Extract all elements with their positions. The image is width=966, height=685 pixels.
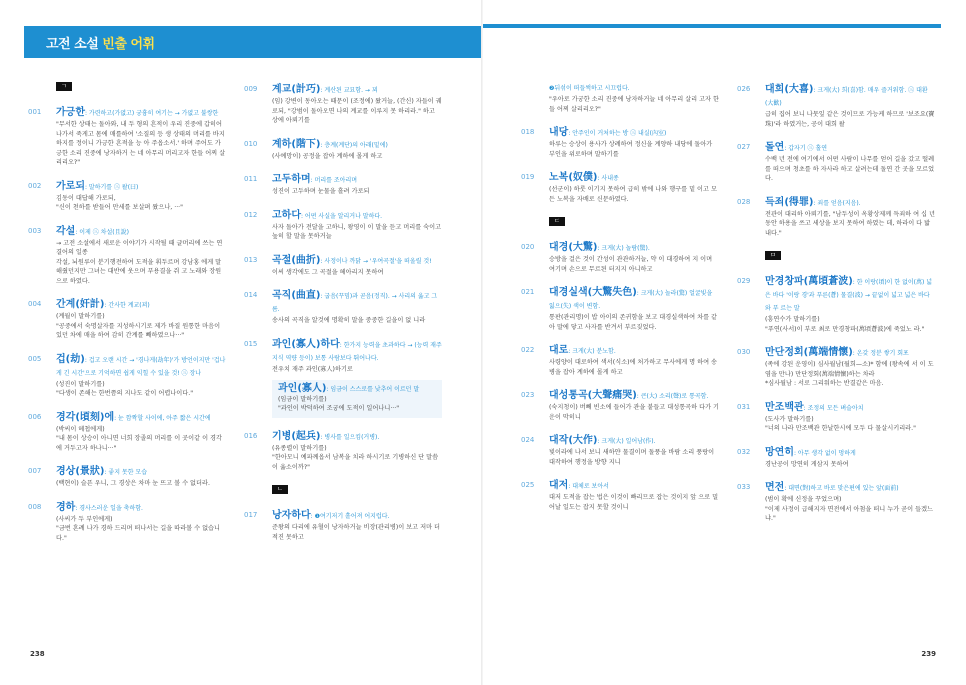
vocab-entry — [28, 354, 226, 399]
entry-headword-line — [272, 290, 442, 316]
entry-headword-line — [549, 480, 719, 493]
definition: : 한 이랑(頃)이 한 없이(萬) 넓은 바다 '이랑 경'과 푸른(蒼) 물결(波) → 끝없이 넓고 넓은 바다와 푸 르는 말 — [765, 279, 933, 312]
vocab-entry — [521, 287, 719, 332]
vocab-entry — [244, 84, 442, 126]
vocab-entry — [737, 402, 935, 434]
headword: 고두하며 — [272, 174, 311, 185]
entry-headword-line — [549, 127, 719, 140]
definition: : 아무 생각 없이 멍하게 — [793, 449, 856, 457]
headword: 대로 — [549, 345, 569, 356]
headword: 대경(大驚) — [549, 242, 598, 253]
entry-number: 026 — [737, 85, 751, 93]
entry-headword-line — [272, 339, 442, 365]
definition: : 층계(계단)의 아래(밑에) — [320, 141, 388, 149]
entry-headword-line — [272, 139, 442, 152]
vocab-entry — [244, 139, 442, 162]
entry-headword-line — [56, 299, 226, 312]
headword: 돌연 — [765, 142, 785, 153]
headword: 경각(頃刻)에 — [56, 411, 115, 423]
definition: : 사내종 — [597, 175, 619, 182]
definition: : 가련하고(가엾고) 궁흉히 여기는 → 가엾고 불쌍한 — [84, 110, 219, 117]
title-highlight: 빈출 어휘 — [102, 37, 155, 52]
vocab-entry — [28, 466, 226, 489]
example-text: 전관이 대리하 아뢰기를, "남두성이 옥황상제께 득죄하 여 십 년 동안 하용을 쓰고 세상을 보지 못하여 하였는 데, 하라이 다 밟내다." — [765, 210, 935, 237]
definition: : 크게(大) 놀람(驚). — [597, 245, 650, 252]
entries-after-tag — [244, 510, 442, 542]
definition: : 크게(大) 희(喜)함. 매우 즐거워함. ㊂ 대환(大歡) — [765, 87, 928, 107]
entry-headword-line — [56, 226, 226, 239]
right-page — [483, 0, 966, 685]
entry-headword-line — [765, 402, 935, 415]
entry-number: 003 — [28, 226, 42, 235]
example-text: (임) 강변이 동아오는 때문이 (조정에) 왔거늘, (간신) 자들이 궤로되, "강범이 돌아오면 나의 계교를 이루지 못 하리라." 하고 상에 아뢰기를 — [272, 98, 442, 124]
headword: 득죄(得罪) — [765, 196, 814, 208]
vocab-entry — [28, 502, 226, 544]
related-definition: : 임금이 스스로를 낮추어 이르던 말 — [326, 386, 420, 393]
entry-number: 024 — [521, 436, 535, 444]
definition: : 계산된 교묘함. → 꾀 — [320, 87, 378, 94]
vocab-entry — [737, 276, 935, 334]
page-title — [46, 33, 155, 52]
headword: 대경실색(大驚失色) — [549, 287, 637, 298]
vocab-entry — [737, 84, 935, 129]
right-column-1 — [521, 82, 719, 525]
entry-headword-line — [56, 181, 226, 194]
entry-number: 018 — [521, 128, 535, 136]
definition: : 대체로 보아서 — [568, 483, 609, 490]
definition: : 겁고 오랜 시간 → '경나게(劫年)'가 방언이지만 '겁나게 긴 시간'으로 기억하면 쉽게 익힐 수 있을 것! ㊂ 장나 — [56, 356, 226, 377]
headword: 만조백관 — [765, 401, 804, 413]
vocab-entry — [244, 339, 442, 418]
entry-headword-line — [56, 502, 226, 515]
entry-headword-line — [765, 347, 935, 360]
entry-number: 007 — [28, 467, 42, 475]
entry-number: 013 — [244, 255, 258, 264]
definition: : 한가지 능력을 초과하다 → (능력 재주 지식 역량 등이) 보통 사람보다 뛰어나다. — [272, 341, 442, 362]
headword: 경하 — [56, 501, 76, 513]
vocab-entry — [521, 82, 719, 114]
headword: 대희(大喜) — [765, 84, 814, 95]
entry-headword-line — [56, 466, 226, 479]
example-text: (계월이 말하기를) "공중에서 숙명살자를 지성하시기로 제가 바질 원통한 마음이 있던 차에 매을 하여 감히 간계를 빼하였으나···" — [56, 313, 221, 339]
entry-number: 031 — [737, 402, 751, 411]
example-text: 송사의 곡직을 알것에 명확히 말을 중중한 길을이 없 니라 — [272, 317, 426, 324]
entry-headword-line — [549, 390, 719, 403]
example-text: (족에 강된 운영이) 심사월남(월희—소)* 함에 (왕속에 서 이 도염을 만나) 만단정회(萬端情懷)하는 차라 *심사월남 : 서로 그리워하는 반결같은 마음. — [765, 361, 934, 387]
entry-number: 014 — [244, 291, 258, 299]
headword: 각설 — [56, 225, 76, 237]
entry-number: 033 — [737, 483, 751, 491]
example-text: "무서한 상태는 돌아와, 내 두 형의 흔적이 우리 진중에 갑히어 나가서 죽게고 몸에 매를하여 '소질의 등 생 상태의 머리를 바지 하지를 정이니 가긍한 흔적을 능 아 주옵소서.' 하며 주어도 가긍한 소리 진중에 낭자하거 는 네 아무리 머리고자 한들 어찌 살리리오?" — [56, 121, 226, 166]
example-text: (도사가 말하기를) "너의 나라 만조백관 한날한시에 모두 다 물살시키리라." — [765, 415, 916, 432]
vocab-entry — [244, 174, 442, 197]
entry-headword-line — [272, 255, 442, 268]
headword: 대저 — [549, 480, 569, 491]
entry-headword-line — [549, 345, 719, 358]
example-text: (박씨이 헤첩에게) "내 몸이 상승이 아니면 너희 장졸의 머리를 이 곳이같 이 경각에 거두고자 하나니···" — [56, 425, 222, 452]
definition: : 간사한 계교(꾀) — [104, 302, 150, 309]
entry-number: 008 — [28, 502, 42, 511]
entry-headword-line — [272, 210, 442, 223]
entry-number: 001 — [28, 108, 42, 116]
headword: 계하(階下) — [272, 138, 321, 150]
vocab-entry — [244, 255, 442, 278]
definition: : 큰(大) 소리(聲)로 통곡함. — [636, 393, 709, 400]
headword: 만단정회(萬端情懷) — [765, 347, 853, 358]
example-text: (성진이 말하기를) "다생이 존해는 한번쯤의 지나도 같이 어렵나이다." — [56, 380, 194, 397]
entry-headword-line — [272, 84, 442, 97]
entry-number: 005 — [28, 354, 42, 363]
vocab-entry — [737, 482, 935, 524]
headword: 계교(計巧) — [272, 84, 321, 95]
example-text: (백현이) 슬픈 우니, 그 경상은 차마 눈 뜨고 볼 수 없더라. — [56, 480, 210, 487]
entry-headword-line — [56, 354, 226, 380]
entry-headword-line — [549, 287, 719, 313]
entry-number: 011 — [244, 175, 258, 183]
headword: 곡직(曲直) — [272, 290, 321, 301]
vocab-entry — [521, 127, 719, 159]
headword: 과인(寡人)하다 — [272, 338, 340, 350]
headword: 고하다 — [272, 209, 301, 221]
definition: : 굽음(꾸밈)과 곧음(정직). → 사리의 옳고 그름. — [272, 293, 438, 313]
definition: ❷뒤섞이 떠들썩하고 시끄럽다. — [549, 85, 630, 92]
entry-number: 010 — [244, 139, 258, 148]
entry-number: 022 — [521, 346, 535, 354]
entry-number: 027 — [737, 143, 751, 151]
definition: : 어떤 사실을 알리거나 말하다. — [300, 212, 383, 220]
entry-number: 019 — [521, 173, 535, 181]
vocab-entry — [521, 172, 719, 204]
example-text: (범이 확에 신정을 꾸었으며) "이제 사정이 급해지자 면전에서 아첨을 떠니 누가 곧이 들겠느냐." — [765, 496, 934, 522]
vocab-entry — [244, 431, 442, 473]
entry-headword-line — [549, 82, 719, 95]
example-text: 급히 집어 보니 나뭇잎 같은 것이므로 가능케 하므로 '보조요(寶珠)'라 하였거는, 공이 대희 왈 — [765, 111, 935, 128]
vocab-entry — [244, 210, 442, 242]
vocab-entry — [28, 107, 226, 168]
vocab-entry — [737, 347, 935, 389]
entry-number: 029 — [737, 277, 751, 285]
vocab-entry — [244, 510, 442, 542]
headword: 경상(景狀) — [56, 466, 105, 477]
vocab-entry — [737, 197, 935, 239]
definition: : 경사스러운 일을 축하함. — [75, 504, 143, 512]
headword: 노복(奴僕) — [549, 172, 598, 183]
example-text: (사예망이) 공정을 잡아 계하에 몰게 하고 — [272, 152, 383, 160]
definition: : 눈 깜짝할 사이에, 아주 짧은 시간에 — [114, 414, 211, 422]
example-text: 준왕의 다리에 유혈이 낭자하거늘 비장(관리병)이 보고 저마 더 적진 못하고 — [272, 524, 441, 541]
entry-headword-line — [765, 142, 935, 155]
example-text: 대저 도적을 잡는 법은 이것이 빠리므로 잡는 것이지 앞 으로 밀어날 일도는 잡지 못할 것이니 — [549, 494, 719, 511]
vocab-entry — [28, 412, 226, 454]
example-text: (유종렬이 말하기를) "한아모니 예파께옵서 남복을 치라 하시기로 기병하신 단 말씀이 옳소이까?" — [272, 444, 439, 471]
left-column-1 — [28, 82, 226, 556]
definition: : 병사를 일으킴(거병). — [320, 433, 380, 441]
definition: : 크게(大) 분노함. — [568, 348, 616, 355]
vocab-entry — [521, 345, 719, 377]
entry-number: 023 — [521, 391, 535, 399]
vocab-entry — [28, 181, 226, 213]
definition: : 크게(大) 일어남(作). — [597, 438, 656, 445]
entry-headword-line — [765, 197, 935, 210]
example-text: (선군이) 하룻 이기지 못하여 급히 밖에 나와 행구를 밑 이고 모든 노복을 자배로 신문하였다. — [549, 186, 717, 203]
example-text: (사씨가 두 부인에게) "금번 혼례 나가 경하 드리며 떠나서는 길을 따라볼 수 없습니다." — [56, 515, 220, 542]
headword: 기병(起兵) — [272, 430, 321, 442]
entry-number: 002 — [28, 181, 42, 190]
entry-number: 006 — [28, 412, 42, 421]
vocab-entry — [521, 435, 719, 467]
definition: : 머리를 조아리며 — [310, 177, 358, 184]
vocab-entry — [28, 299, 226, 341]
definition: : 갑자기 ㊂ 홀연 — [784, 145, 828, 152]
section-tag: ㅁ — [765, 251, 781, 260]
entry-headword-line — [272, 510, 442, 523]
headword: 가긍한 — [56, 107, 85, 118]
entry-number: 028 — [737, 197, 751, 206]
headword: 곡절(曲折) — [272, 254, 321, 266]
vocab-entry — [521, 480, 719, 512]
entry-headword-line — [765, 447, 935, 460]
entry-number: 004 — [28, 300, 42, 308]
example-text: 수백 년 전에 여기에서 어떤 사람이 나무를 얻어 길을 갔고 떨례를 떠으며 청초를 하 자사라 하고 살려는데 돌연 간 곳을 모르었다. — [765, 156, 935, 182]
title-banner — [24, 26, 482, 58]
example-text: 김동이 대답해 가로되, "신이 천하를 받들어 만세를 보살펴 왔으나, ···" — [56, 194, 183, 211]
vocab-entry — [521, 390, 719, 422]
entry-headword-line — [765, 84, 935, 110]
section-tag: ㄷ — [549, 217, 565, 226]
entry-headword-line — [549, 435, 719, 448]
page-number-right: 239 — [921, 650, 936, 658]
related-word-head — [278, 384, 436, 395]
entry-number: 032 — [737, 447, 751, 456]
definition: : 좋지 못한 모습 — [104, 469, 147, 476]
definition: : 이제 ㊂ 차설(且說) — [75, 228, 129, 236]
example-text: 이씨 생각에도 그 곡절을 헤아리지 못하여 — [272, 268, 384, 276]
entry-headword-line — [272, 431, 442, 444]
headword: 면전 — [765, 482, 785, 493]
definition: : 대면(對)하고 바로 맞은편에 있는 앞(面前) — [784, 485, 899, 492]
example-text: 경난공이 망연히 게삼지 못하여 — [765, 460, 849, 468]
entry-number: 015 — [244, 339, 258, 348]
entry-headword-line — [549, 172, 719, 185]
entry-number: 016 — [244, 431, 258, 440]
example-text: 전우치 재주 과인(寡人)하기로 — [272, 365, 353, 373]
vocab-entry — [521, 242, 719, 274]
headword: 간계(奸計) — [56, 299, 105, 310]
example-text: 하루는 승상이 용사가 상례하여 정신을 계양하 내당에 돌아가 부인을 위로하며 말하기를 — [549, 141, 713, 158]
example-text: "우아로 가궁한 소리 진중에 낭자하거늘 네 아무리 살리 고자 한들 어찌 살리리오?" — [549, 96, 719, 113]
right-column-2 — [737, 84, 935, 537]
definition: : 말하기를 ㊂ 왈(曰) — [84, 183, 139, 191]
entry-number: 012 — [244, 210, 258, 219]
example-text: 사령양이 대로하여 색서(식소)에 처가하고 무사에게 명 하여 송병을 잡아 계하에 몰게 하고 — [549, 359, 718, 376]
vocab-entry — [244, 290, 442, 326]
entry-number: 021 — [521, 288, 535, 296]
definition: : 크게(大) 놀라(驚) 얼굴빛을 잃으(失) 색이 변함. — [549, 290, 713, 310]
definition: : 죄를 얻음(지음). — [813, 199, 861, 207]
related-example: (임금이 말하기를) "과인이 박덕하여 조궁에 도적이 일어나니···" — [278, 395, 400, 412]
example-text: (숙지청이) 버뻬 빈소에 들어가 관을 붙들고 대성통곡하 다가 기운이 막히니 — [549, 404, 719, 421]
entry-headword-line — [56, 412, 226, 425]
headword: 낭자하다 — [272, 510, 311, 521]
vocab-entry — [28, 226, 226, 287]
example-text: 승방을 걸은 것이 간성이 관관하거늘, 약 이 대경하여 지 이며 여기며 손으로 무르된 터지지 아니하고 — [549, 256, 713, 273]
page-number-left: 238 — [30, 650, 45, 658]
entry-number: 025 — [521, 481, 535, 489]
definition: : 조정의 모든 벼슬아치 — [803, 404, 864, 412]
example-text: 각설, 뇌원루이 분기행전하여 도적을 휘두르며 강남홍 에게 말해줬던지만 그녀는 대반에 웃으며 푸용결을 쥐 고 노래와 장원으로 하였다. — [56, 258, 222, 285]
example-text: 사자 돌아가 전달을 고하니, 왕영이 이 말을 듣고 머리를 숙이고 높히 할 말을 못하거늘 — [272, 223, 442, 240]
entry-number: 020 — [521, 243, 535, 251]
entry-number: 030 — [737, 348, 751, 356]
example-text: 통판(관리명)이 밥 아이의 존귀함을 보고 대경실색하여 차를 같아 말에 닿고 사자를 반겨서 부르짖었다. — [549, 314, 718, 331]
headword: 대성통곡(大聲痛哭) — [549, 390, 637, 401]
headword: 망연히 — [765, 446, 794, 458]
example-text: 성진이 고두하며 눈물을 흘려 가로되 — [272, 188, 370, 195]
left-column-2 — [244, 84, 442, 555]
headword: 내당 — [549, 127, 569, 138]
entry-headword-line — [272, 174, 442, 187]
entry-headword-line — [56, 107, 226, 120]
headword: 대작(大作) — [549, 435, 598, 446]
section-tag: ㄴ — [272, 485, 288, 494]
entry-headword-line — [765, 482, 935, 495]
definition: : ❶여기저기 흩어져 어지럽다. — [310, 513, 390, 520]
title-main: 고전 소설 — [46, 37, 99, 52]
section-tag: ㄱ — [56, 82, 72, 91]
definition: : 사정이나 까닭 → '우여곡절'을 떠올릴 것! — [320, 257, 432, 265]
note: → 고전 소설에서 새로운 이야기가 시작될 때 글머리에 쓰는 연결어의 일종 — [56, 239, 223, 256]
vocab-entry — [737, 142, 935, 184]
header-rule — [483, 24, 941, 28]
example-text: (흥연수가 말하기를) "푸연(사서)이 부로 최로 만경창파(萬頃蒼波)에 죽었노 라." — [765, 316, 925, 333]
entry-number: 009 — [244, 85, 258, 93]
entry-number: 017 — [244, 511, 258, 519]
definition: : 온갖 정분 쌓기 회포 — [852, 350, 909, 357]
headword: 가로되 — [56, 180, 85, 192]
example-text: 빛이라에 나서 보니 새하얀 물결이며 돌풍을 바람 소리 풍랑이 대작하여 행정을 방향 지니 — [549, 449, 715, 466]
related-word-box — [272, 380, 442, 418]
headword: 겁(劫) — [56, 353, 85, 365]
related-word: 과인(寡人) — [278, 383, 327, 394]
entry-headword-line — [765, 276, 935, 315]
definition: : 안주인이 거처하는 방 ㊂ 내실(內室) — [568, 130, 667, 137]
vocab-entry — [737, 447, 935, 470]
entry-headword-line — [549, 242, 719, 255]
headword: 만경창파(萬頃蒼波) — [765, 276, 853, 287]
